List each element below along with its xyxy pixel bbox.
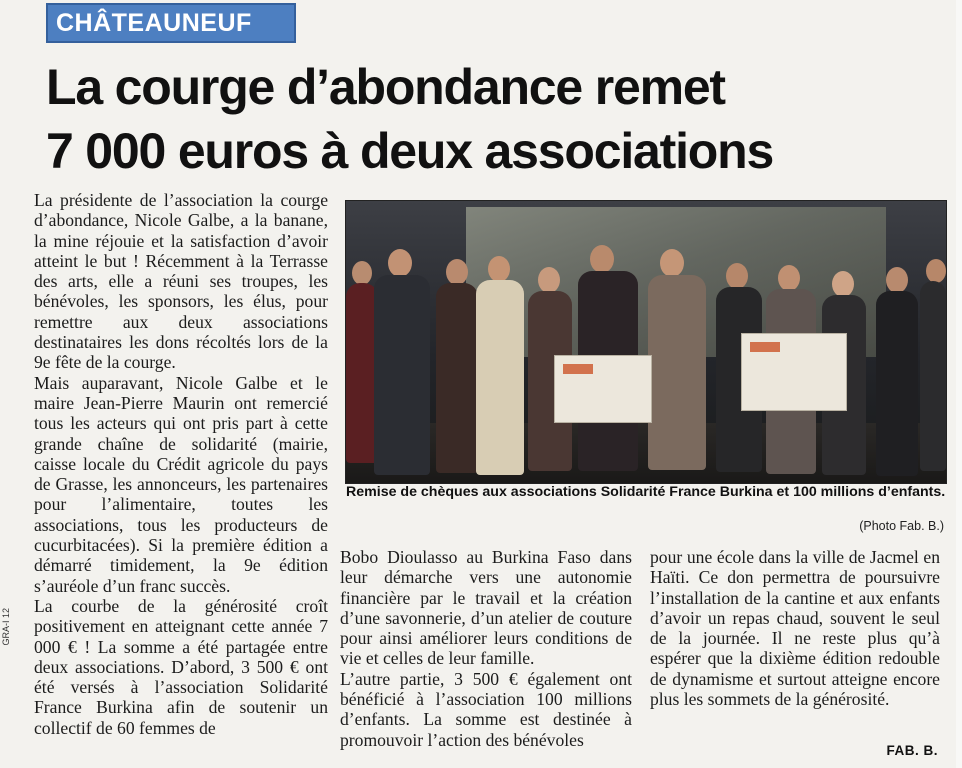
author-signature: FAB. B. xyxy=(886,743,938,758)
article-column-3 xyxy=(650,547,940,709)
article-column-2 xyxy=(340,547,632,750)
article-headline xyxy=(46,55,876,183)
headline-line-1: La courge d’abondance remet xyxy=(46,59,725,115)
cheque-board xyxy=(741,333,847,411)
section-rubric: CHÂTEAUNEUF xyxy=(46,3,296,43)
headline-line-2: 7 000 euros à deux associations xyxy=(46,123,774,179)
article-photo xyxy=(345,200,947,484)
paragraph: Bobo Dioulasso au Burkina Faso dans leur démarche vers une autonomie financière par le travail et la création d’une savonnerie, d’un atelier de couture pour ainsi améliorer leurs conditions de vie et celles de leur famille. xyxy=(340,547,632,669)
paragraph: pour une école dans la ville de Jacmel en Haïti. Ce don permettra de poursuivre l’installation de la cantine et aux enfants d’avoir un repas chaud, souvent le seul de la journée. Il ne reste plus qu’à espérer que la dixième édition redouble de dynamisme et surtout atteigne encore plus les sommets de la générosité. xyxy=(650,547,940,710)
cheque-board xyxy=(554,355,652,423)
paragraph: Mais auparavant, Nicole Galbe et le maire Jean-Pierre Maurin ont remercié tous les acteurs qui ont pris part à cette grande chaîne de solidarité (mairie, caisse locale du Crédit agricole du pays de Grasse, les annonceurs, les partenaires pour l’alimentaire, toutes les associations, tous les producteurs de cucurbitacées). Si la première édition a démarré timidement, la 9e édition s’auréole d’un franc succès. xyxy=(34,372,328,596)
photo-credit: (Photo Fab. B.) xyxy=(859,519,944,533)
page-folio: GRA-I 12 xyxy=(1,608,11,646)
photo-caption: Remise de chèques aux associations Solidarité France Burkina et 100 millions d’enfants. xyxy=(346,484,946,500)
article-column-1 xyxy=(34,190,328,738)
paragraph: L’autre partie, 3 500 € également ont bénéficié à l’association 100 millions d’enfants. La somme est destinée à promouvoir l’action des bénévoles xyxy=(340,668,632,750)
page-edge xyxy=(956,0,962,768)
paragraph: La courbe de la générosité croît positivement en atteignant cette année 7 000 € ! La somme a été partagée entre deux associations. D’abord, 3 500 € ont été versés à l’association Solidarité France Burkina afin de soutenir un collectif de 60 femmes de xyxy=(34,595,328,738)
paragraph: La présidente de l’association la courge d’abondance, Nicole Galbe, a la banane, la mine réjouie et la satisfaction d’avoir atteint le but ! Récemment à la Terrasse des arts, elle a réuni ses troupes, les bénévoles, les sponsors, les élus, pour remettre aux deux associations destinataires les dons récoltés lors de la 9e fête de la courge. xyxy=(34,190,328,373)
